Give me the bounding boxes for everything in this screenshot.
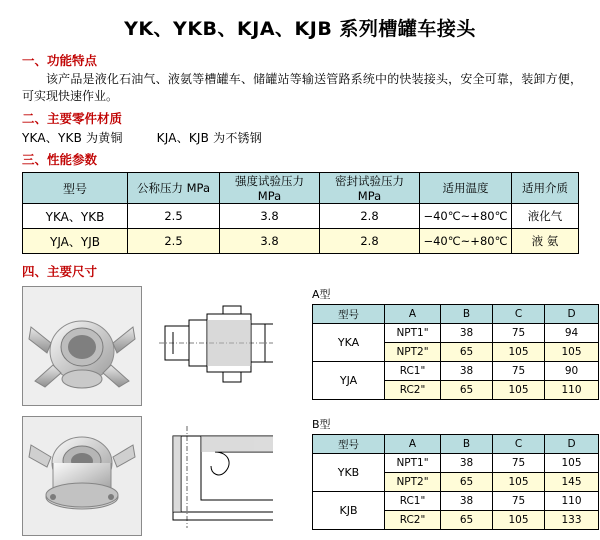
dimB-model-ykb: YKB [313,454,385,492]
dimB-header-0: 型号 [313,435,385,454]
dimB-r1-c2: 65 [441,473,493,492]
spec-r1-c5: 液 氨 [512,229,579,254]
section-heading-materials: 二、主要零件材质 [22,111,123,126]
dimB-r1-c4: 145 [545,473,599,492]
spec-r1-c0: YJA、YJB [23,229,128,254]
coupling-b-photo-graphic [23,417,141,535]
dimA-r3-c4: 110 [545,381,599,400]
spec-r0-c3: 2.8 [320,204,420,229]
dimB-r3-c2: 65 [441,511,493,530]
dimB-r3-c1: RC2" [385,511,441,530]
spec-r0-c4: −40℃~+80℃ [420,204,512,229]
dimA-model-yja: YJA [313,362,385,400]
dimA-r2-c1: RC1" [385,362,441,381]
dimB-r2-c3: 75 [493,492,545,511]
table-header-row [313,435,599,454]
dimB-header-1: A [385,435,441,454]
spec-header-3: 密封试验压力 MPa [320,173,420,204]
dimB-r3-c4: 133 [545,511,599,530]
spec-header-2: 强度试验压力 MPa [220,173,320,204]
row-b-images [22,416,600,540]
spec-header-4: 适用温度 [420,173,512,204]
dimA-r3-c1: RC2" [385,381,441,400]
dimA-r1-c3: 105 [493,343,545,362]
spec-r0-c2: 3.8 [220,204,320,229]
row-a-images [22,286,600,410]
section-heading-performance: 三、性能参数 [22,152,98,167]
dimB-header-4: D [545,435,599,454]
drawing-a-graphic [155,286,273,404]
dimensions-area [0,286,600,540]
dimension-table-b-wrap [312,416,600,530]
table-header-row [23,173,579,204]
spec-header-1: 公称压力 MPa [128,173,220,204]
spec-r0-c0: YKA、YKB [23,204,128,229]
dimA-header-1: A [385,305,441,324]
dimA-r0-c4: 94 [545,324,599,343]
dimA-model-yka: YKA [313,324,385,362]
table-row [313,362,599,381]
dimB-r2-c1: RC1" [385,492,441,511]
dimA-header-0: 型号 [313,305,385,324]
table-row [23,229,579,254]
dimB-r0-c3: 75 [493,454,545,473]
dimA-r0-c3: 75 [493,324,545,343]
dimB-model-kjb: KJB [313,492,385,530]
section-heading-dimensions: 四、主要尺寸 [22,264,98,279]
spec-r1-c2: 3.8 [220,229,320,254]
spec-r1-c1: 2.5 [128,229,220,254]
dimA-header-2: B [441,305,493,324]
table-header-row [313,305,599,324]
spec-r1-c3: 2.8 [320,229,420,254]
dimB-r1-c1: NPT2" [385,473,441,492]
table-row [23,204,579,229]
dimB-r0-c4: 105 [545,454,599,473]
table-row [313,454,599,473]
photo-coupling-b [22,416,142,536]
spec-header-0: 型号 [23,173,128,204]
dimension-table-b-label: B型 [312,418,331,431]
material-stainless: KJA、KJB 为不锈钢 [156,131,262,145]
dimA-header-3: C [493,305,545,324]
dimA-r2-c4: 90 [545,362,599,381]
material-brass: YKA、YKB 为黄铜 [22,131,123,145]
dimB-r1-c3: 105 [493,473,545,492]
spec-r0-c5: 液化气 [512,204,579,229]
photo-coupling-a [22,286,142,406]
page-title: YK、YKB、KJA、KJB 系列槽罐车接头 [124,18,476,40]
dimA-r0-c1: NPT1" [385,324,441,343]
dimension-table-a [312,304,599,400]
spec-r1-c4: −40℃~+80℃ [420,229,512,254]
materials-line [22,129,600,146]
coupling-a-photo-graphic [23,287,141,405]
dimA-r2-c2: 38 [441,362,493,381]
dimA-header-4: D [545,305,599,324]
dimA-r1-c4: 105 [545,343,599,362]
features-paragraph: 该产品是液化石油气、液氨等槽罐车、储罐站等输送管路系统中的快装接头，安全可靠，装卸方便，可实现快速作业。 [22,72,582,103]
section-heading-features: 一、功能特点 [22,53,98,68]
dimension-table-a-label: A型 [312,288,331,301]
dimA-r1-c1: NPT2" [385,343,441,362]
dimB-header-2: B [441,435,493,454]
table-row [313,324,599,343]
drawing-type-a [155,286,273,404]
dimB-r0-c1: NPT1" [385,454,441,473]
dimB-r2-c4: 110 [545,492,599,511]
dimB-header-3: C [493,435,545,454]
spec-header-5: 适用介质 [512,173,579,204]
spec-r0-c1: 2.5 [128,204,220,229]
dimA-r0-c2: 38 [441,324,493,343]
dimB-r2-c2: 38 [441,492,493,511]
dimB-r3-c3: 105 [493,511,545,530]
dimension-table-a-wrap [312,286,600,400]
dimA-r3-c2: 65 [441,381,493,400]
drawing-type-b [155,416,273,534]
table-row [313,492,599,511]
dimA-r2-c3: 75 [493,362,545,381]
performance-table [22,172,579,254]
dimB-r0-c2: 38 [441,454,493,473]
dimA-r3-c3: 105 [493,381,545,400]
drawing-b-graphic [155,416,273,534]
dimA-r1-c2: 65 [441,343,493,362]
